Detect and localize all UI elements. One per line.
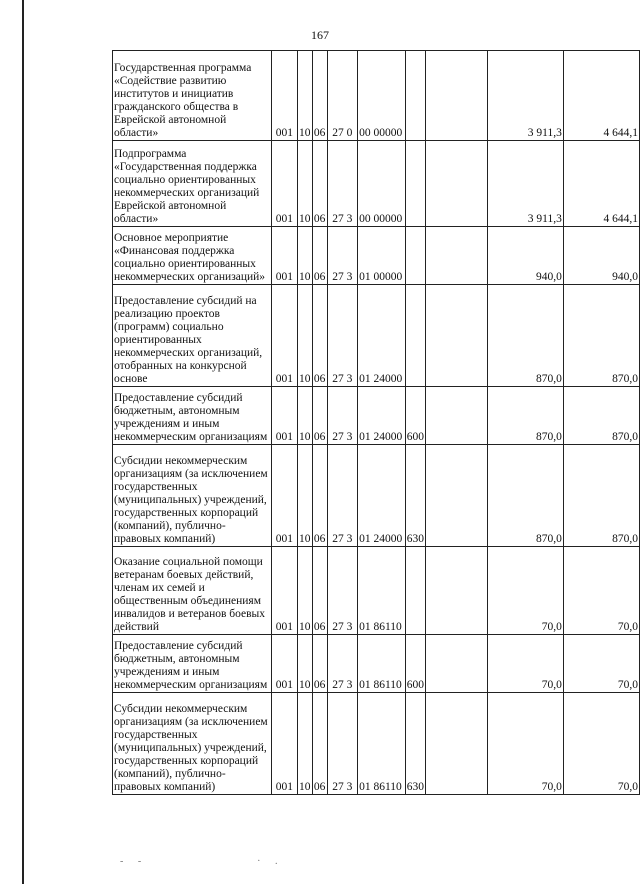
target-article-code: 01 86110 [358,693,406,795]
amount-year-1: 70,0 [487,635,563,693]
target-article-program: 27 0 [327,51,357,141]
amount-year-1: 70,0 [487,693,563,795]
target-article-program: 27 3 [327,635,357,693]
table-row [113,285,640,387]
row-name: Государственная программа «Содействие развитию институтов и инициатив гражданского общества в Еврейской автономной области» [113,51,272,141]
grbs-code: 001 [271,387,297,445]
scan-artifacts: - - · . [120,856,284,867]
subsection-code: 06 [312,547,327,635]
amount-year-2: 70,0 [563,635,639,693]
expense-type-code: 600 [405,387,425,445]
empty-cell [426,285,488,387]
target-article-code: 01 86110 [358,547,406,635]
page-number: 167 [311,28,329,42]
grbs-code: 001 [271,141,297,227]
grbs-code: 001 [271,227,297,285]
row-name: Предоставление субсидий бюджетным, автономным учреждениям и иным некоммерческим организациям [113,635,272,693]
expense-type-code [405,285,425,387]
amount-year-1: 870,0 [487,285,563,387]
expense-type-code [405,227,425,285]
section-code: 10 [297,285,312,387]
empty-cell [426,387,488,445]
grbs-code: 001 [271,445,297,547]
amount-year-1: 940,0 [487,227,563,285]
amount-year-2: 70,0 [563,547,639,635]
grbs-code: 001 [271,547,297,635]
section-code: 10 [297,445,312,547]
target-article-code: 01 24000 [358,285,406,387]
table-row [113,51,640,141]
section-code: 10 [297,635,312,693]
row-name: Предоставление субсидий на реализацию проектов (программ) социально ориентированных некоммерческих организаций, отобранных на конкурсной основе [113,285,272,387]
empty-cell [426,693,488,795]
subsection-code: 06 [312,51,327,141]
amount-year-2: 940,0 [563,227,639,285]
target-article-program: 27 3 [327,693,357,795]
table-row [113,227,640,285]
row-name: Подпрограмма «Государственная поддержка социально ориентированных некоммерческих организаций Еврейской автономной области» [113,141,272,227]
amount-year-2: 4 644,1 [563,141,639,227]
empty-cell [426,445,488,547]
empty-cell [426,635,488,693]
page-left-border [22,0,24,884]
row-name: Оказание социальной помощи ветеранам боевых действий, членам их семей и общественным объединениям инвалидов и ветеранов боевых действий [113,547,272,635]
subsection-code: 06 [312,693,327,795]
target-article-program: 27 3 [327,285,357,387]
table-row [113,635,640,693]
table-row [113,387,640,445]
target-article-code: 01 00000 [358,227,406,285]
table-row [113,693,640,795]
section-code: 10 [297,51,312,141]
target-article-program: 27 3 [327,445,357,547]
target-article-program: 27 3 [327,227,357,285]
row-name: Субсидии некоммерческим организациям (за исключением государственных (муниципальных) учреждений, государственных корпораций (компаний), публично-правовых компаний) [113,445,272,547]
expense-type-code: 600 [405,635,425,693]
expense-type-code [405,51,425,141]
section-code: 10 [297,227,312,285]
budget-table [112,50,640,795]
subsection-code: 06 [312,387,327,445]
amount-year-1: 70,0 [487,547,563,635]
table-row [113,547,640,635]
amount-year-2: 4 644,1 [563,51,639,141]
table-row [113,445,640,547]
amount-year-1: 3 911,3 [487,51,563,141]
subsection-code: 06 [312,141,327,227]
empty-cell [426,141,488,227]
amount-year-2: 870,0 [563,285,639,387]
section-code: 10 [297,693,312,795]
empty-cell [426,227,488,285]
table-body [113,51,640,795]
target-article-code: 01 86110 [358,635,406,693]
subsection-code: 06 [312,635,327,693]
subsection-code: 06 [312,227,327,285]
expense-type-code: 630 [405,445,425,547]
row-name: Субсидии некоммерческим организациям (за исключением государственных (муниципальных) учреждений, государственных корпораций (компаний), публично-правовых компаний) [113,693,272,795]
grbs-code: 001 [271,285,297,387]
expense-type-code [405,141,425,227]
grbs-code: 001 [271,635,297,693]
target-article-code: 01 24000 [358,387,406,445]
amount-year-2: 70,0 [563,693,639,795]
grbs-code: 001 [271,51,297,141]
amount-year-1: 3 911,3 [487,141,563,227]
amount-year-1: 870,0 [487,445,563,547]
section-code: 10 [297,141,312,227]
expense-type-code: 630 [405,693,425,795]
target-article-program: 27 3 [327,387,357,445]
row-name: Предоставление субсидий бюджетным, автономным учреждениям и иным некоммерческим организациям [113,387,272,445]
amount-year-2: 870,0 [563,387,639,445]
amount-year-1: 870,0 [487,387,563,445]
target-article-program: 27 3 [327,547,357,635]
target-article-program: 27 3 [327,141,357,227]
target-article-code: 00 00000 [358,51,406,141]
section-code: 10 [297,387,312,445]
section-code: 10 [297,547,312,635]
target-article-code: 00 00000 [358,141,406,227]
subsection-code: 06 [312,445,327,547]
grbs-code: 001 [271,693,297,795]
amount-year-2: 870,0 [563,445,639,547]
table-row [113,141,640,227]
empty-cell [426,547,488,635]
row-name: Основное мероприятие «Финансовая поддержка социально ориентированных некоммерческих организаций» [113,227,272,285]
expense-type-code [405,547,425,635]
empty-cell [426,51,488,141]
target-article-code: 01 24000 [358,445,406,547]
subsection-code: 06 [312,285,327,387]
